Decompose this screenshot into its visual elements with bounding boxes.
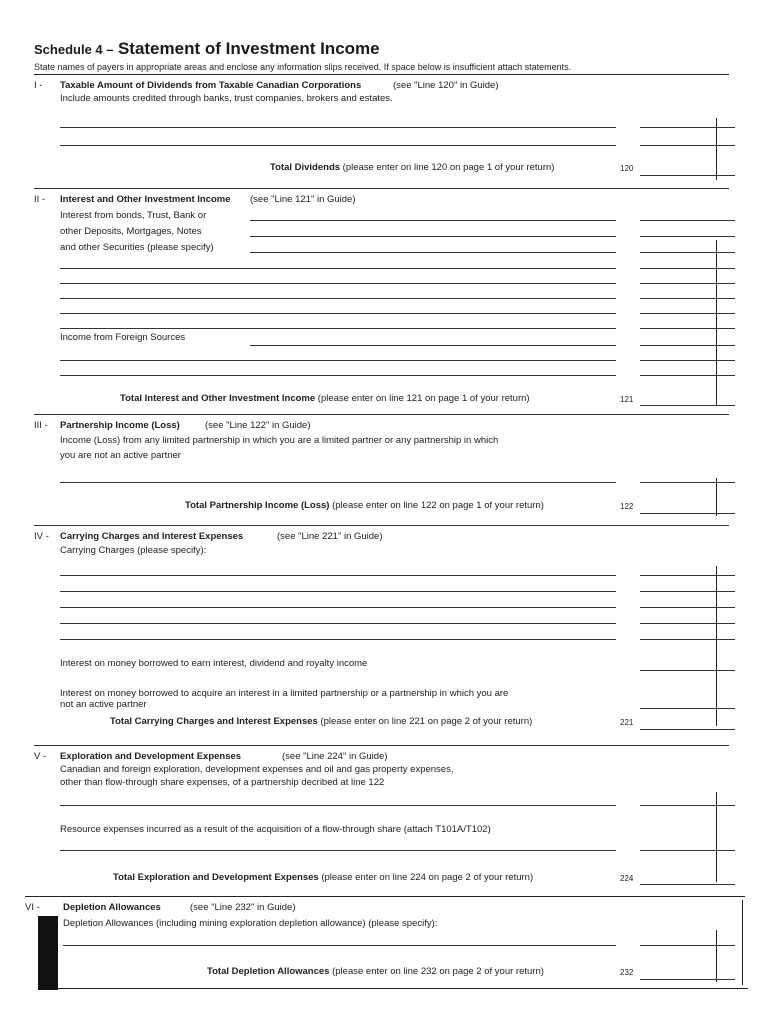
entry-line[interactable] xyxy=(250,345,616,346)
resource-expenses-label: Resource expenses incurred as a result of the acquisition of a flow-through share (attach T101A/T102) xyxy=(60,824,491,835)
entry-line[interactable] xyxy=(60,268,616,269)
total-depletion-field[interactable] xyxy=(640,979,735,980)
section-divider xyxy=(34,525,729,526)
section-5-heading: Exploration and Development Expenses xyxy=(60,751,242,762)
section-2-desc1: Interest from bonds, Trust, Bank or xyxy=(60,210,207,221)
amount-field[interactable] xyxy=(640,805,735,806)
section-3-total xyxy=(185,500,544,511)
interest-partnership-label-2: not an active partner xyxy=(60,699,147,710)
interest-partnership-field[interactable] xyxy=(640,708,735,709)
schedule-title: Statement of Investment Income xyxy=(117,39,380,58)
section-4-total xyxy=(110,716,532,727)
entry-line[interactable] xyxy=(60,639,616,640)
line-code-221: 221 xyxy=(620,718,634,727)
section-6-desc: Depletion Allowances (including mining exploration depletion allowance) (please specify): xyxy=(63,918,438,929)
section-1-desc: Include amounts credited through banks, trust companies, brokers and estates. xyxy=(60,93,393,104)
entry-line[interactable] xyxy=(60,328,616,329)
total-dividends-field[interactable] xyxy=(640,175,735,176)
section-3-desc1: Income (Loss) from any limited partnership in which you are a limited partner or any partnership in which xyxy=(60,435,499,446)
section-6-numeral: VI - xyxy=(25,902,40,913)
black-margin-bar xyxy=(38,916,58,990)
interest-borrowed-field[interactable] xyxy=(640,670,735,671)
amount-field[interactable] xyxy=(640,236,735,237)
amount-field[interactable] xyxy=(640,639,735,640)
amount-field[interactable] xyxy=(640,591,735,592)
amount-field[interactable] xyxy=(640,345,735,346)
entry-line[interactable] xyxy=(60,375,616,376)
entry-line[interactable] xyxy=(60,127,616,128)
amount-field[interactable] xyxy=(640,313,735,314)
amount-field[interactable] xyxy=(640,482,735,483)
page-title xyxy=(34,39,380,59)
entry-line[interactable] xyxy=(60,607,616,608)
entry-line[interactable] xyxy=(60,298,616,299)
schedule-label: Schedule 4 – xyxy=(34,42,114,57)
section-divider xyxy=(34,745,729,746)
bottom-rule xyxy=(58,988,748,989)
entry-line[interactable] xyxy=(60,575,616,576)
total-exploration-field[interactable] xyxy=(640,884,735,885)
amount-column-rule xyxy=(716,566,717,726)
section-6-total-label: Total Depletion Allowances xyxy=(207,966,330,977)
amount-field[interactable] xyxy=(640,268,735,269)
section-3-desc2: you are not an active partner xyxy=(60,450,181,461)
section-2-total-note: (please enter on line 121 on page 1 of your return) xyxy=(317,393,530,404)
line-code-120: 120 xyxy=(620,164,634,173)
section-1-total-label: Total Dividends xyxy=(270,162,341,173)
section-4-note: (see "Line 221" in Guide) xyxy=(277,531,383,542)
amount-column-rule xyxy=(716,478,717,516)
amount-column-rule xyxy=(716,240,717,405)
amount-field[interactable] xyxy=(640,283,735,284)
amount-column-rule xyxy=(716,930,717,982)
entry-line[interactable] xyxy=(250,220,616,221)
section-divider xyxy=(34,414,729,415)
section-5-total-note: (please enter on line 224 on page 2 of your return) xyxy=(321,872,534,883)
entry-line[interactable] xyxy=(60,145,616,146)
section-2-numeral: II - xyxy=(34,194,46,205)
section-4-numeral: IV - xyxy=(34,531,49,542)
amount-field[interactable] xyxy=(640,850,735,851)
amount-field[interactable] xyxy=(640,945,735,946)
interest-partnership-label-1: Interest on money borrowed to acquire an interest in a limited partnership or a partnership in which you are xyxy=(60,688,509,699)
section-3-note: (see "Line 122" in Guide) xyxy=(205,420,311,431)
amount-field[interactable] xyxy=(640,145,735,146)
section-3-heading: Partnership Income (Loss) xyxy=(60,420,180,431)
interest-borrowed-label: Interest on money borrowed to earn interest, dividend and royalty income xyxy=(60,658,368,669)
section-2-desc3: and other Securities (please specify) xyxy=(60,242,214,253)
section-5-note: (see "Line 224" in Guide) xyxy=(282,751,388,762)
entry-line[interactable] xyxy=(60,591,616,592)
foreign-income-label: Income from Foreign Sources xyxy=(60,332,186,343)
amount-field[interactable] xyxy=(640,220,735,221)
section-4-total-label: Total Carrying Charges and Interest Expenses xyxy=(110,716,318,727)
amount-field[interactable] xyxy=(640,127,735,128)
line-code-224: 224 xyxy=(620,874,634,883)
amount-field[interactable] xyxy=(640,298,735,299)
entry-line[interactable] xyxy=(60,482,616,483)
section-2-total xyxy=(120,393,530,404)
section-1-note: (see "Line 120" in Guide) xyxy=(393,80,499,91)
amount-field[interactable] xyxy=(640,252,735,253)
section-3-numeral: III - xyxy=(34,420,48,431)
total-carrying-field[interactable] xyxy=(640,729,735,730)
amount-field[interactable] xyxy=(640,375,735,376)
section-3-total-label: Total Partnership Income (Loss) xyxy=(185,500,330,511)
section-5-desc1: Canadian and foreign exploration, development expenses and oil and gas property expenses, xyxy=(60,764,454,775)
amount-field[interactable] xyxy=(640,575,735,576)
entry-line[interactable] xyxy=(60,283,616,284)
entry-line[interactable] xyxy=(63,945,616,946)
total-partnership-field[interactable] xyxy=(640,513,735,514)
section-2-desc2: other Deposits, Mortgages, Notes xyxy=(60,226,202,237)
section-5-numeral: V - xyxy=(34,751,47,762)
section-5-total xyxy=(113,872,533,883)
line-code-121: 121 xyxy=(620,395,634,404)
section-2-heading: Interest and Other Investment Income xyxy=(60,194,231,205)
entry-line[interactable] xyxy=(60,850,616,851)
section-1-total xyxy=(270,162,554,173)
section-3-total-note: (please enter on line 122 on page 1 of your return) xyxy=(332,500,544,511)
entry-line[interactable] xyxy=(250,252,616,253)
line-code-122: 122 xyxy=(620,502,634,511)
section-6-total xyxy=(207,966,544,977)
section-6-total-note: (please enter on line 232 on page 2 of your return) xyxy=(332,966,544,977)
section-5-total-label: Total Exploration and Development Expenses xyxy=(113,872,319,883)
section-divider xyxy=(25,896,745,897)
line-code-232: 232 xyxy=(620,968,634,977)
section-1-total-note: (please enter on line 120 on page 1 of your return) xyxy=(342,162,555,173)
header-rule xyxy=(34,74,729,75)
section-1-numeral: I - xyxy=(34,80,43,91)
section-4-total-note: (please enter on line 221 on page 2 of your return) xyxy=(320,716,533,727)
amount-field[interactable] xyxy=(640,623,735,624)
section-6-note: (see "Line 232" in Guide) xyxy=(190,902,296,913)
section-4-desc: Carrying Charges (please specify): xyxy=(60,545,207,556)
section-divider xyxy=(34,188,729,189)
section-4-heading: Carrying Charges and Interest Expenses xyxy=(60,531,244,542)
section-2-total-label: Total Interest and Other Investment Income xyxy=(120,393,316,404)
entry-line[interactable] xyxy=(60,805,616,806)
entry-line[interactable] xyxy=(250,236,616,237)
amount-column-rule xyxy=(742,900,743,985)
section-6-heading: Depletion Allowances xyxy=(63,902,161,913)
section-5-desc2: other than flow-through share expenses, of a partnership decribed at line 122 xyxy=(60,777,385,788)
amount-field[interactable] xyxy=(640,607,735,608)
total-interest-field[interactable] xyxy=(640,405,735,406)
amount-field[interactable] xyxy=(640,360,735,361)
entry-line[interactable] xyxy=(60,360,616,361)
entry-line[interactable] xyxy=(60,313,616,314)
instructions: State names of payers in appropriate areas and enclose any information slips received. If space below is insufficient attach statements. xyxy=(34,62,572,72)
entry-line[interactable] xyxy=(60,623,616,624)
section-1-heading: Taxable Amount of Dividends from Taxable Canadian Corporations xyxy=(60,80,362,91)
section-2-note: (see "Line 121" in Guide) xyxy=(250,194,356,205)
amount-field[interactable] xyxy=(640,328,735,329)
